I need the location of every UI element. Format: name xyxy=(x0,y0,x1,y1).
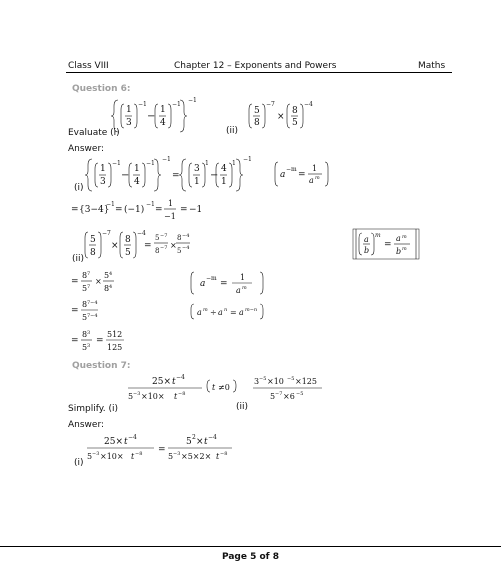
svg-text:−5: −5 xyxy=(287,376,295,382)
svg-text:−: − xyxy=(210,170,219,181)
svg-text:−4: −4 xyxy=(128,434,137,441)
svg-text:1: 1 xyxy=(232,160,236,167)
svg-text:4: 4 xyxy=(221,164,227,174)
svg-text:7−4: 7−4 xyxy=(87,300,98,306)
svg-text:512: 512 xyxy=(107,330,123,339)
svg-text:(−1): (−1) xyxy=(124,205,145,215)
svg-text:8: 8 xyxy=(155,247,160,255)
svg-text:−8: −8 xyxy=(220,451,228,457)
svg-text:7: 7 xyxy=(87,271,91,277)
svg-text:5: 5 xyxy=(186,437,192,447)
svg-text:5: 5 xyxy=(90,235,96,245)
svg-text:1: 1 xyxy=(100,164,106,174)
q7-answer-part-i-label: (i) xyxy=(74,458,84,468)
svg-text:×5×2×: ×5×2× xyxy=(181,452,212,461)
svg-text:7: 7 xyxy=(87,284,91,290)
svg-text:3: 3 xyxy=(87,330,91,336)
q6-answer-part-i-label: (i) xyxy=(74,183,84,193)
svg-text:÷: ÷ xyxy=(210,308,217,317)
svg-text:=: = xyxy=(115,205,123,215)
q6-answer-ii-step3 xyxy=(70,297,120,325)
svg-text:4: 4 xyxy=(160,118,166,128)
rule-negative-exponent xyxy=(274,160,330,190)
svg-text:1: 1 xyxy=(126,105,132,115)
svg-text:−4: −4 xyxy=(182,233,190,239)
footer-rule xyxy=(0,546,501,547)
svg-text:a: a xyxy=(236,286,241,295)
q6-statement-i-expression xyxy=(112,96,207,136)
q6-answer-i-step1 xyxy=(86,156,252,194)
svg-text:m: m xyxy=(402,234,407,240)
svg-text:25×: 25× xyxy=(152,377,171,387)
svg-text:5: 5 xyxy=(177,247,182,255)
rule-quotient-of-powers xyxy=(190,302,270,322)
svg-text:−3: −3 xyxy=(92,451,100,457)
svg-text:×: × xyxy=(196,437,204,447)
svg-text:4: 4 xyxy=(109,271,113,277)
svg-text:8: 8 xyxy=(82,271,88,280)
svg-text:=: = xyxy=(172,171,180,181)
svg-text:≠0: ≠0 xyxy=(218,383,230,392)
svg-text:−7: −7 xyxy=(102,230,111,237)
svg-text:a: a xyxy=(200,279,206,289)
svg-text:=: = xyxy=(144,241,152,251)
svg-text:25×: 25× xyxy=(104,437,123,447)
svg-text:−8: −8 xyxy=(178,391,186,397)
svg-text:5: 5 xyxy=(168,452,174,461)
q6-answer-label: Answer: xyxy=(68,144,105,154)
svg-text:1: 1 xyxy=(134,164,140,174)
svg-text:=: = xyxy=(96,336,104,346)
svg-text:−4: −4 xyxy=(182,245,190,251)
svg-text:b: b xyxy=(396,247,402,256)
svg-text:−1: −1 xyxy=(112,160,121,167)
q6-statement-ii-expression xyxy=(248,100,328,134)
q6-answer-ii-step1 xyxy=(84,228,190,264)
svg-text:=: = xyxy=(384,240,392,250)
svg-text:m: m xyxy=(375,232,381,239)
svg-text:t: t xyxy=(131,452,135,461)
svg-text:5: 5 xyxy=(128,392,134,401)
svg-text:5: 5 xyxy=(254,106,260,116)
svg-text:×6: ×6 xyxy=(283,392,295,401)
svg-text:−1: −1 xyxy=(162,156,171,163)
svg-text:−7: −7 xyxy=(266,101,275,108)
svg-text:8: 8 xyxy=(82,330,88,339)
svg-text:t: t xyxy=(172,377,176,387)
svg-text:2: 2 xyxy=(192,434,196,441)
svg-text:m: m xyxy=(242,285,247,291)
page-number: Page 5 of 8 xyxy=(222,552,279,562)
q6-answer-i-step2 xyxy=(70,197,210,223)
svg-text:b: b xyxy=(364,246,370,255)
svg-text:a: a xyxy=(239,308,244,317)
svg-text:×: × xyxy=(170,241,177,250)
q7-answer-i-step1 xyxy=(86,432,236,466)
svg-text:×125: ×125 xyxy=(295,377,317,386)
svg-text:1: 1 xyxy=(168,199,174,208)
svg-text:a: a xyxy=(197,308,202,317)
svg-text:−3: −3 xyxy=(133,391,141,397)
svg-text:=: = xyxy=(71,205,79,215)
svg-text:8: 8 xyxy=(177,234,182,242)
q7-simplify-label: Simplify. (i) xyxy=(68,404,118,414)
svg-text:−8: −8 xyxy=(135,451,143,457)
svg-text:−1: −1 xyxy=(188,97,197,104)
svg-text:=: = xyxy=(298,170,306,180)
svg-text:−7: −7 xyxy=(160,233,168,239)
svg-text:5: 5 xyxy=(82,284,88,293)
svg-text:−m: −m xyxy=(286,166,297,173)
svg-text:1: 1 xyxy=(240,273,246,282)
svg-text:−1: −1 xyxy=(172,101,181,108)
q7-statement-i-expression xyxy=(126,372,236,404)
svg-text:−4: −4 xyxy=(176,374,185,381)
q6-answer-ii-step2 xyxy=(70,268,140,296)
svg-text:−m: −m xyxy=(206,275,217,282)
svg-text:−1: −1 xyxy=(189,205,203,215)
svg-text:5: 5 xyxy=(155,234,160,242)
rule-negative-exponent-2 xyxy=(190,270,266,298)
svg-text:a: a xyxy=(218,308,223,317)
svg-text:3: 3 xyxy=(100,177,106,187)
header-rule xyxy=(66,72,452,73)
svg-text:a: a xyxy=(364,235,369,244)
svg-text:=: = xyxy=(155,205,163,215)
svg-text:t: t xyxy=(216,452,220,461)
svg-text:×: × xyxy=(111,241,119,251)
svg-text:7−4: 7−4 xyxy=(87,313,98,319)
svg-text:125: 125 xyxy=(107,343,123,352)
svg-text:×10×: ×10× xyxy=(100,452,124,461)
header-subject: Maths xyxy=(418,61,446,71)
svg-text:×: × xyxy=(277,112,285,122)
svg-text:−1: −1 xyxy=(164,212,176,221)
question-7-heading: Question 7: xyxy=(72,361,131,371)
svg-text:−5: −5 xyxy=(259,376,267,382)
q6-part-ii-label: (ii) xyxy=(226,126,239,136)
svg-text:5: 5 xyxy=(270,392,276,401)
svg-text:−: − xyxy=(121,170,130,181)
svg-text:=: = xyxy=(71,336,79,346)
svg-text:−4: −4 xyxy=(304,101,313,108)
svg-text:m: m xyxy=(315,175,320,181)
svg-text:8: 8 xyxy=(104,284,110,293)
svg-text:8: 8 xyxy=(292,106,298,116)
svg-text:8: 8 xyxy=(125,235,131,245)
svg-text:×10: ×10 xyxy=(267,377,284,386)
question-6-heading: Question 6: xyxy=(72,84,131,94)
svg-text:3: 3 xyxy=(87,343,91,349)
svg-text:−5: −5 xyxy=(296,391,304,397)
svg-text:5: 5 xyxy=(87,452,93,461)
svg-text:−4: −4 xyxy=(208,434,217,441)
header-class: Class VIII xyxy=(68,61,109,71)
svg-text:−7: −7 xyxy=(160,245,168,251)
svg-text:−3: −3 xyxy=(173,451,181,457)
svg-text:n: n xyxy=(224,307,228,313)
svg-text:−1: −1 xyxy=(146,160,155,167)
q7-statement-ii-expression xyxy=(252,372,332,404)
svg-text:×10×: ×10× xyxy=(141,392,165,401)
svg-text:4: 4 xyxy=(134,177,140,187)
svg-text:1: 1 xyxy=(194,177,200,187)
svg-text:m: m xyxy=(402,246,407,252)
svg-text:=: = xyxy=(158,445,166,455)
q7-answer-label: Answer: xyxy=(68,420,105,430)
svg-text:−1: −1 xyxy=(146,201,155,208)
svg-text:−: − xyxy=(147,111,156,122)
svg-text:5: 5 xyxy=(104,271,110,280)
svg-text:a: a xyxy=(396,234,401,243)
svg-text:5: 5 xyxy=(82,343,88,352)
svg-text:=: = xyxy=(71,306,79,316)
svg-text:m−n: m−n xyxy=(245,307,258,313)
svg-text:t: t xyxy=(212,383,216,392)
q6-answer-part-ii-label: (ii) xyxy=(72,254,85,264)
svg-text:8: 8 xyxy=(254,118,260,128)
svg-text:1: 1 xyxy=(221,177,227,187)
q7-part-ii-label: (ii) xyxy=(236,402,249,412)
svg-text:t: t xyxy=(204,437,208,447)
svg-text:t: t xyxy=(174,392,178,401)
svg-text:1: 1 xyxy=(160,105,166,115)
svg-text:3: 3 xyxy=(254,377,260,386)
svg-text:8: 8 xyxy=(82,300,88,309)
svg-text:−7: −7 xyxy=(275,391,283,397)
svg-text:t: t xyxy=(124,437,128,447)
svg-text:−1: −1 xyxy=(138,101,147,108)
svg-text:1: 1 xyxy=(205,160,209,167)
svg-text:−1: −1 xyxy=(106,201,115,208)
svg-text:5: 5 xyxy=(292,118,298,128)
rule-power-of-quotient xyxy=(352,228,422,262)
svg-text:{3−4}: {3−4} xyxy=(79,205,110,215)
svg-text:8: 8 xyxy=(90,248,96,258)
svg-text:1: 1 xyxy=(312,164,318,173)
q6-evaluate-label: Evaluate (i) xyxy=(68,128,120,138)
svg-text:−4: −4 xyxy=(137,230,146,237)
svg-text:=: = xyxy=(180,205,188,215)
header-chapter: Chapter 12 – Exponents and Powers xyxy=(174,61,337,71)
svg-text:4: 4 xyxy=(109,284,113,290)
svg-text:=: = xyxy=(230,308,237,317)
svg-text:−1: −1 xyxy=(243,156,252,163)
svg-text:=: = xyxy=(220,279,228,289)
svg-text:3: 3 xyxy=(126,118,132,128)
q6-answer-ii-step4 xyxy=(70,327,140,355)
svg-text:5: 5 xyxy=(82,313,88,322)
svg-text:a: a xyxy=(309,176,314,185)
svg-text:m: m xyxy=(203,307,208,313)
svg-text:×: × xyxy=(95,277,102,286)
svg-text:5: 5 xyxy=(125,248,131,258)
svg-text:a: a xyxy=(280,170,286,180)
svg-text:=: = xyxy=(71,277,79,287)
svg-text:3: 3 xyxy=(194,164,200,174)
